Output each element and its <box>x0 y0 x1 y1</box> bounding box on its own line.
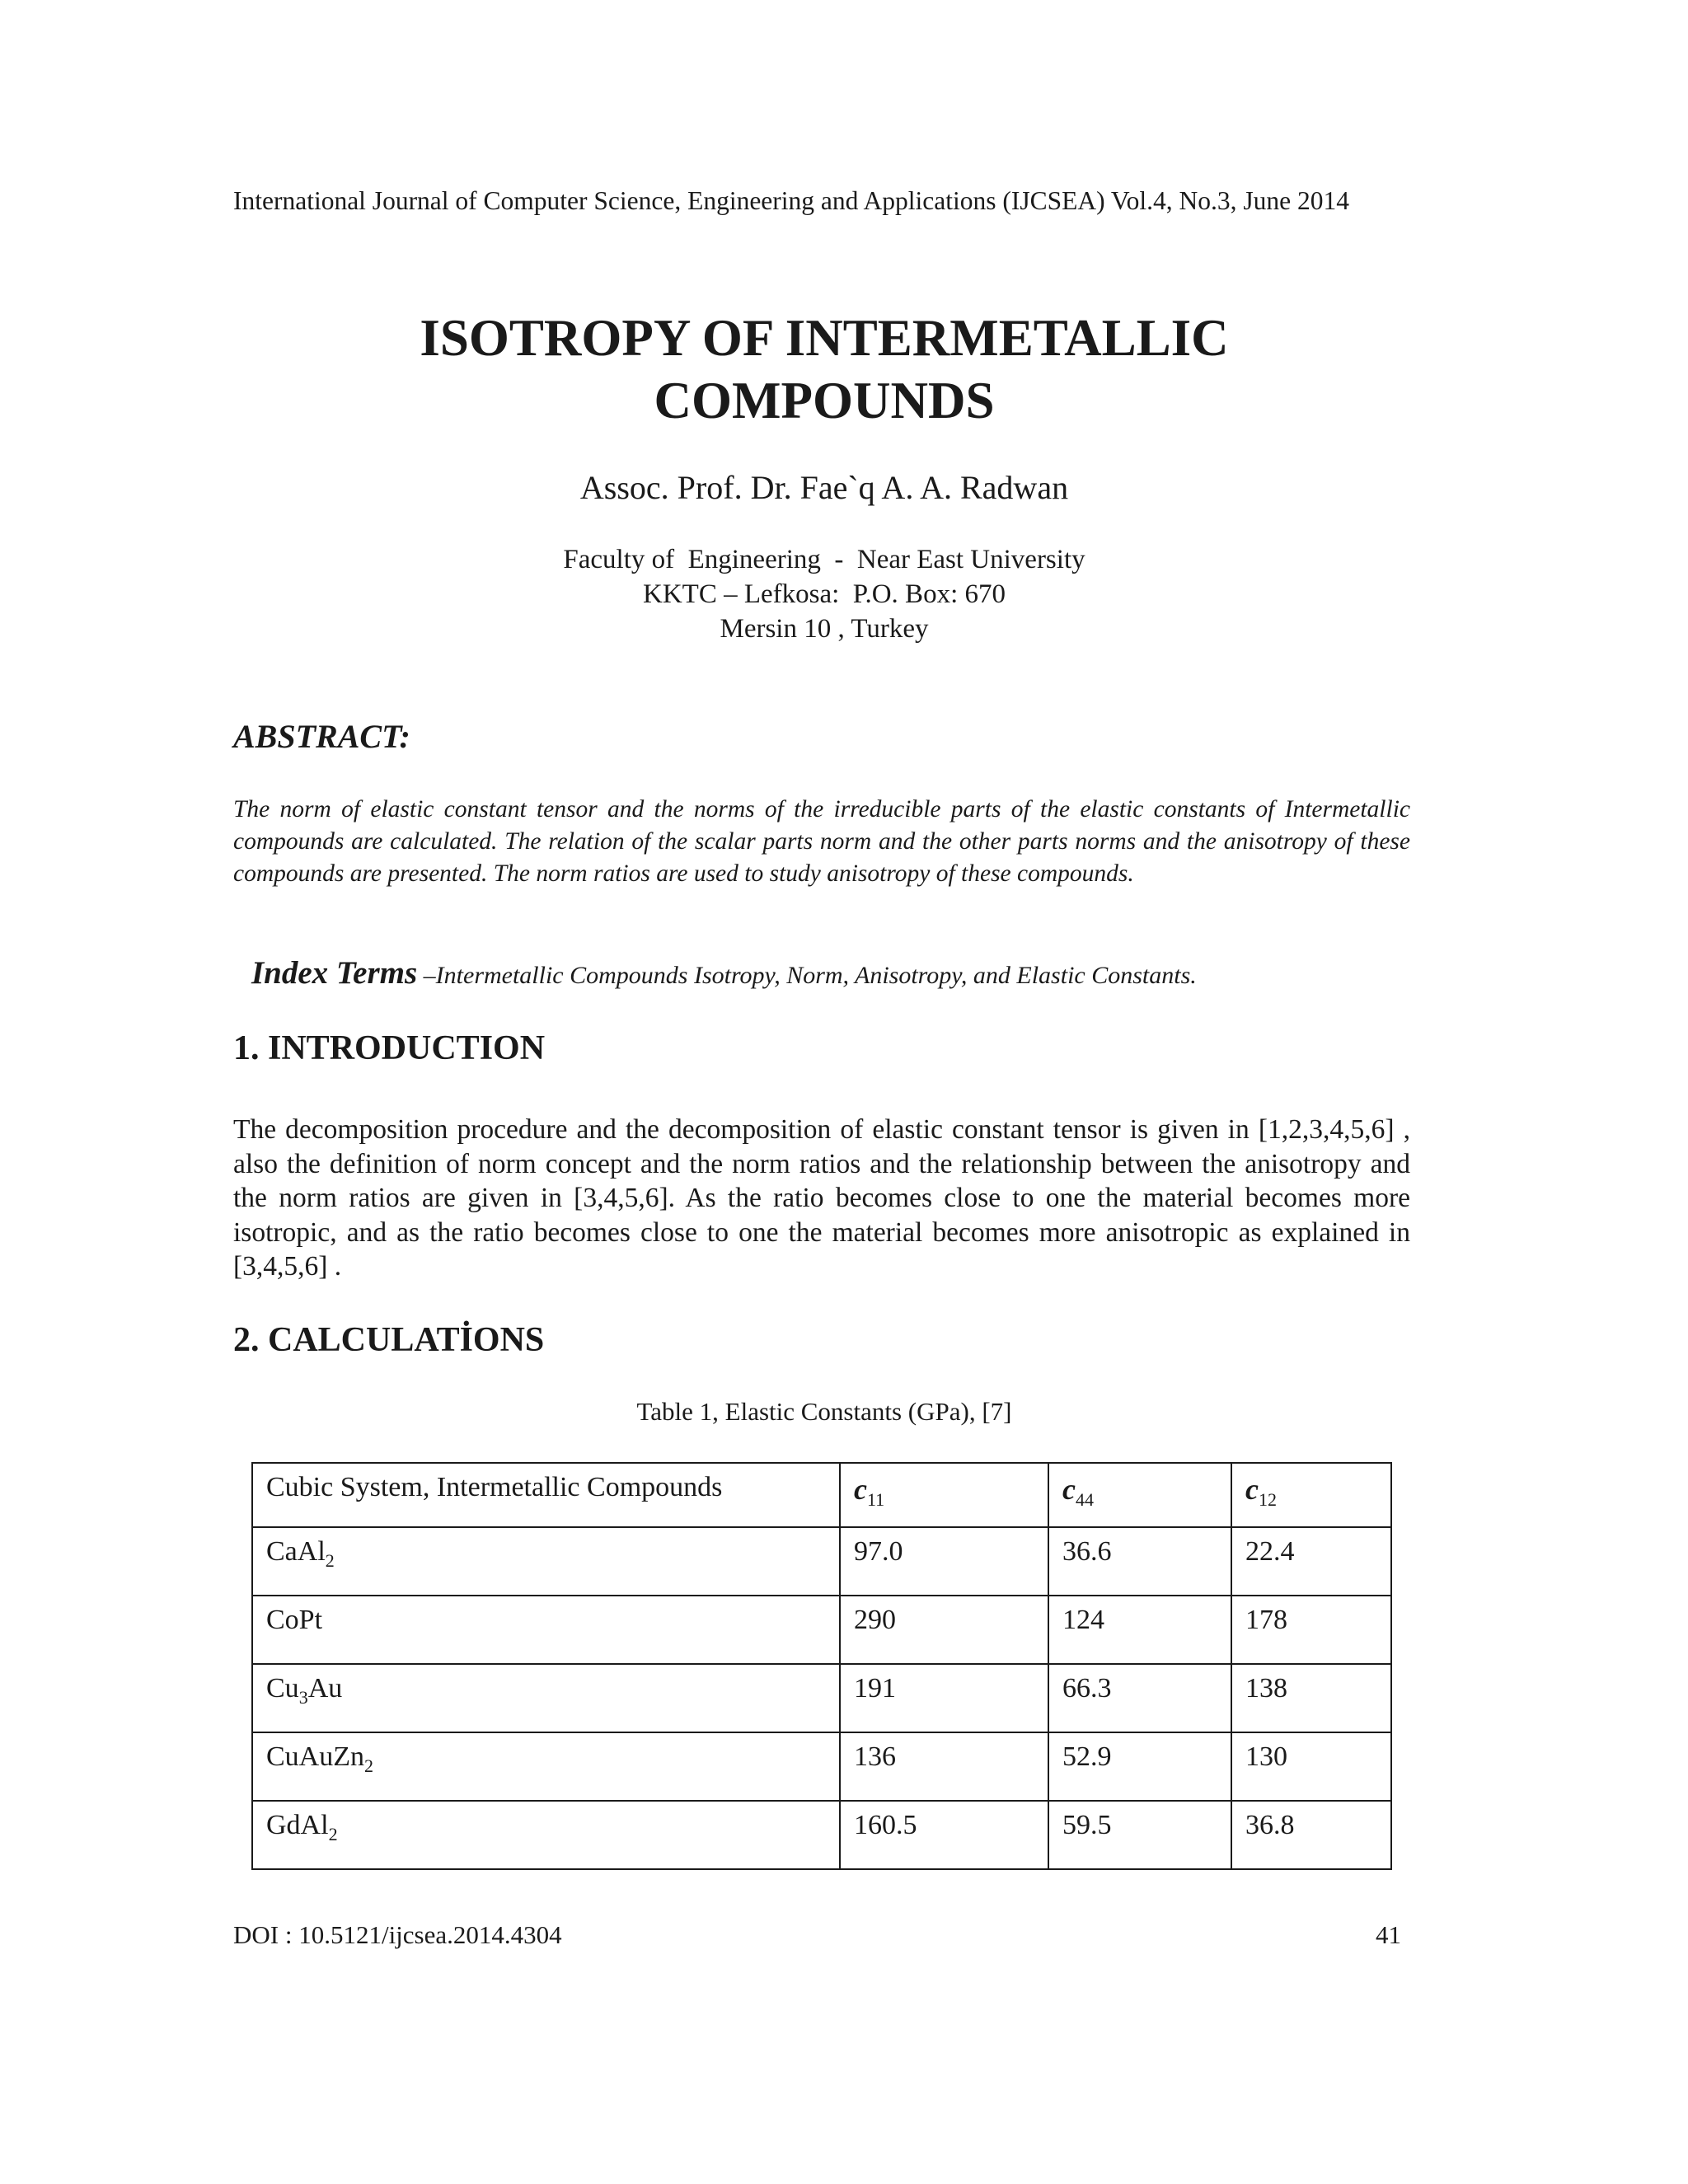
affiliation-line-2: KKTC – Lefkosa: P.O. Box: 670 <box>643 579 1006 609</box>
elastic-constants-table <box>251 1462 1392 1870</box>
c11-subscript: 11 <box>866 1489 885 1510</box>
compound-subscript: 2 <box>328 1824 338 1844</box>
c44-value-cell: 36.6 <box>1048 1527 1231 1596</box>
c44-subscript: 44 <box>1075 1489 1094 1510</box>
table-header-compound: Cubic System, Intermetallic Compounds <box>252 1463 840 1527</box>
affiliation <box>247 542 1401 646</box>
c12-value-cell: 36.8 <box>1231 1801 1391 1869</box>
compound-cell <box>252 1732 840 1801</box>
title-line-2: COMPOUNDS <box>654 372 995 429</box>
index-terms <box>251 954 1422 991</box>
compound-subscript: 2 <box>325 1550 335 1571</box>
index-terms-label: Index Terms <box>251 955 418 991</box>
table-row <box>252 1596 1391 1664</box>
abstract-heading: ABSTRACT: <box>233 718 410 755</box>
title-line-1: ISOTROPY OF INTERMETALLIC <box>420 309 1229 367</box>
c12-subscript: 12 <box>1258 1489 1277 1510</box>
index-terms-text: –Intermetallic Compounds Isotropy, Norm, Anisotropy, and Elastic Constants. <box>417 962 1197 989</box>
c12-value-cell: 130 <box>1231 1732 1391 1801</box>
author-name: Assoc. Prof. Dr. Fae`q A. A. Radwan <box>579 469 1069 506</box>
compound-subscript: 3 <box>298 1687 308 1708</box>
c12-value-cell: 22.4 <box>1231 1527 1391 1596</box>
section-heading-calculations: 2. CALCULATİONS <box>233 1321 545 1359</box>
compound-cell <box>252 1596 840 1664</box>
footer-doi: DOI : 10.5121/ijcsea.2014.4304 <box>233 1920 562 1949</box>
c44-symbol: c <box>1062 1473 1076 1506</box>
page-number: 41 <box>1376 1920 1401 1949</box>
table-header-c12 <box>1231 1463 1391 1527</box>
c12-symbol: c <box>1245 1473 1259 1506</box>
table-row <box>252 1527 1391 1596</box>
table-header-c44 <box>1048 1463 1231 1527</box>
compound-formula-tail: Au <box>307 1673 343 1704</box>
c11-value-cell: 191 <box>840 1664 1048 1732</box>
compound-formula: CoPt <box>266 1605 323 1635</box>
c44-value-cell: 59.5 <box>1048 1801 1231 1869</box>
c11-value-cell: 160.5 <box>840 1801 1048 1869</box>
c44-value-cell: 66.3 <box>1048 1664 1231 1732</box>
section-heading-introduction: 1. INTRODUCTION <box>233 1029 546 1067</box>
table-row <box>252 1732 1391 1801</box>
table-header-row <box>252 1463 1391 1527</box>
compound-formula: GdAl <box>266 1810 329 1840</box>
introduction-text: The decomposition procedure and the decomposition of elastic constant tensor is given in [1,2,3,4,5,6] , also the definition of norm concept and the norm ratios and the relationship between the anisotropy and the norm ratios are given in [3,4,5,6]. As the ratio becomes close to one the material becomes more isotropic, and as the ratio becomes close to one the material becomes more anisotropic as explained in [3,4,5,6] . <box>233 1114 1410 1282</box>
c11-value-cell: 136 <box>840 1732 1048 1801</box>
table-header-c11 <box>840 1463 1048 1527</box>
compound-formula: CaAl <box>266 1536 326 1567</box>
affiliation-line-3: Mersin 10 , Turkey <box>720 614 929 644</box>
c12-value-cell: 178 <box>1231 1596 1391 1664</box>
compound-cell <box>252 1664 840 1732</box>
journal-header: International Journal of Computer Science, Engineering and Applications (IJCSEA) Vol.4, No.3, June 2014 <box>233 186 1349 215</box>
c44-value-cell: 124 <box>1048 1596 1231 1664</box>
table-caption: Table 1, Elastic Constants (GPa), [7] <box>636 1397 1012 1426</box>
c12-value-cell: 138 <box>1231 1664 1391 1732</box>
c11-value-cell: 97.0 <box>840 1527 1048 1596</box>
c44-value-cell: 52.9 <box>1048 1732 1231 1801</box>
compound-subscript: 2 <box>364 1755 373 1776</box>
abstract-text: The norm of elastic constant tensor and the norms of the irreducible parts of the elastic constants of Intermetallic compounds are calculated. The relation of the scalar parts norm and the other parts norms and the anisotropy of these compounds are presented. The norm ratios are used to study anisotropy of these compounds. <box>233 796 1410 887</box>
table-row <box>252 1664 1391 1732</box>
compound-cell <box>252 1801 840 1869</box>
compound-cell <box>252 1527 840 1596</box>
c11-symbol: c <box>854 1473 867 1506</box>
c11-value-cell: 290 <box>840 1596 1048 1664</box>
affiliation-line-1: Faculty of Engineering - Near East University <box>563 545 1085 574</box>
compound-formula: CuAuZn <box>266 1741 364 1772</box>
compound-formula: Cu <box>266 1673 299 1704</box>
paper-title <box>247 307 1401 432</box>
table-row <box>252 1801 1391 1869</box>
